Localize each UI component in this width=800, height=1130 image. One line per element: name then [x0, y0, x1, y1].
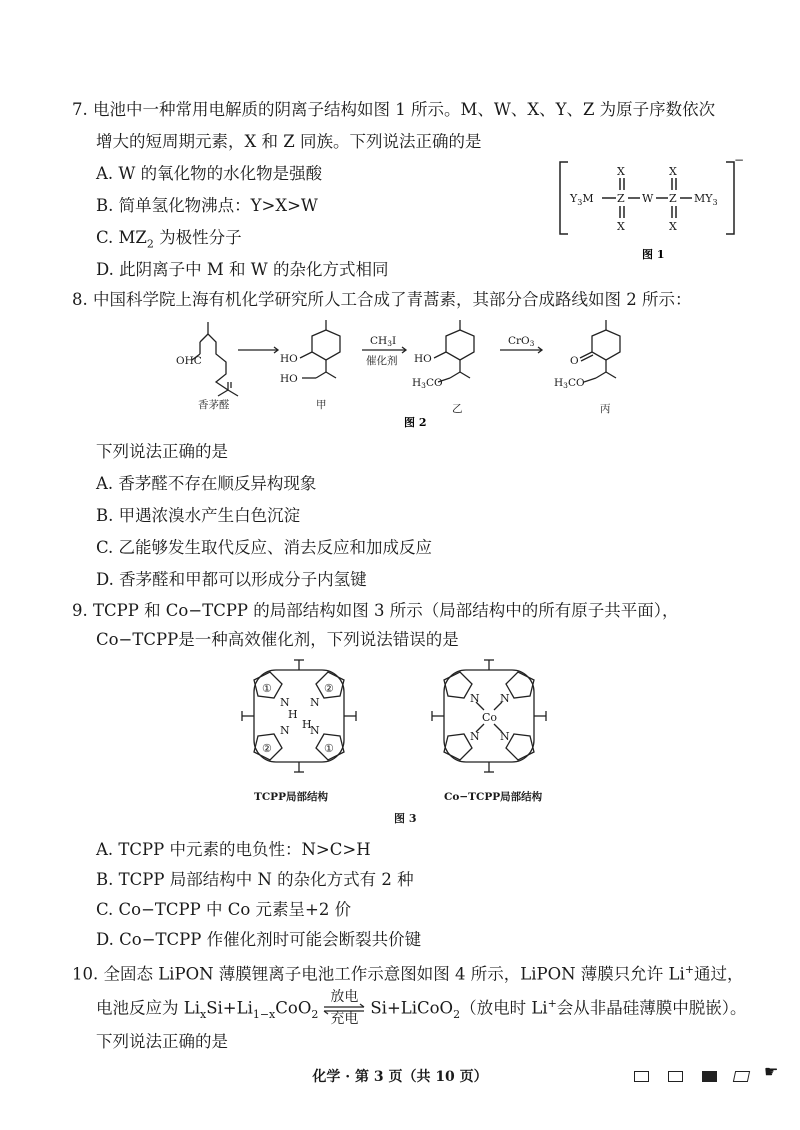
q9-option-d: D. Co−TCPP 作催化剂时可能会断裂共价键: [96, 930, 422, 949]
fig2-ohc-label: OHC: [176, 355, 202, 367]
q9-option-c: C. Co−TCPP 中 Co 元素呈+2 价: [96, 900, 352, 919]
fig2-name-bing: 丙: [600, 403, 611, 415]
figure-2-synthesis-route: [170, 312, 650, 430]
fig3-co-n1: N: [470, 692, 480, 705]
fig1-z-left: Z: [617, 192, 625, 205]
q9-line2: Co−TCPP是一种高效催化剂，下列说法错误的是: [96, 630, 459, 649]
fig2-jia-ho1: HO: [280, 353, 298, 365]
fig2-reagent-ch3i: CH3I: [370, 335, 397, 348]
footer-mark-4: [733, 1071, 750, 1082]
q7-line1: 7. 电池中一种常用电解质的阴离子结构如图 1 所示。M、W、X、Y、Z 为原子序数依次: [72, 100, 716, 119]
fig1-left-group: $Y_3M$: [570, 192, 594, 207]
footer-mark-3: [702, 1071, 717, 1082]
fig3-co-n4: N: [500, 730, 510, 743]
fig2-catalyst: 催化剂: [366, 355, 398, 367]
q9-option-b: B. TCPP 局部结构中 N 的杂化方式有 2 种: [96, 870, 414, 889]
fig3-tcpp-n4: N: [310, 724, 320, 737]
fig1-x1: X: [617, 165, 625, 178]
fig1-x2: X: [617, 220, 625, 233]
footer-mark-2: [668, 1071, 683, 1082]
q7-option-b: B. 简单氢化物沸点：Y>X>W: [96, 196, 318, 215]
footer-mark-1: [634, 1071, 649, 1082]
q8-option-a: A. 香茅醛不存在顺反异构现象: [96, 474, 317, 493]
q8-option-c: C. 乙能够发生取代反应、消去反应和加成反应: [96, 538, 433, 557]
fig2-reagent-cro3: CrO3: [508, 335, 535, 348]
fig2-jia-ho2: HO: [280, 373, 298, 385]
fig2-yi-h3co: H3CO: [412, 377, 443, 390]
fig3-ring2-top: ②: [324, 682, 334, 695]
q10-stem: 下列说法正确的是: [96, 1032, 228, 1051]
fig1-w: W: [642, 192, 654, 205]
fig3-co-center: Co: [482, 711, 498, 724]
fig2-name-jia: 甲: [316, 399, 327, 411]
fig3-ring2-bottom: ②: [262, 742, 272, 755]
fig3-tcpp-h1: H: [288, 708, 298, 721]
fig1-charge: −: [734, 153, 745, 167]
fig3-tcpp-h2: H: [302, 718, 312, 731]
q7-option-a: A. W 的氧化物的水化物是强酸: [96, 164, 323, 183]
fig1-right-group: $MY_3$: [694, 192, 718, 207]
q7-option-d: D. 此阴离子中 M 和 W 的杂化方式相同: [96, 260, 389, 279]
figure-2-caption: 图 2: [404, 416, 427, 429]
q8-line1: 8. 中国科学院上海有机化学研究所人工合成了青蒿素，其部分合成路线如图 2 所示：: [72, 290, 692, 309]
fig3-right-name: Co−TCPP局部结构: [444, 791, 543, 803]
q10-line1: 10. 全固态 LiPON 薄膜锂离子电池工作示意图如图 4 所示，LiPON 薄膜只允许 Li+通过，: [72, 963, 744, 984]
q9-option-a: A. TCPP 中元素的电负性：N>C>H: [96, 840, 371, 859]
fig2-bing-h3co: H3CO: [554, 377, 585, 390]
fig3-tcpp-n3: N: [280, 724, 290, 737]
fig1-z-right: Z: [669, 192, 677, 205]
fig2-bing-o: O: [570, 355, 579, 367]
fig3-co-n2: N: [500, 692, 510, 705]
figure-1-anion-structure: [556, 153, 745, 268]
page-footer: 化学 · 第 3 页（共 10 页）: [312, 1069, 488, 1085]
q8-option-d: D. 香茅醛和甲都可以形成分子内氢键: [96, 570, 367, 589]
q9-line1: 9. TCPP 和 Co−TCPP 的局部结构如图 3 所示（局部结构中的所有原子共平面），: [72, 601, 679, 620]
q10-line2: 电池反应为 $Li_xSi+Li_{1-x}CoO_2$ 放电 充电 Si+LiCoO$_2$（放电时 Li+会从非晶硅薄膜中脱嵌）。: [96, 989, 747, 1027]
fig2-yi-ho: HO: [414, 353, 432, 365]
fig3-tcpp-n1: N: [280, 696, 290, 709]
figure-3-caption: 图 3: [394, 812, 417, 825]
fig3-ring1-top: ①: [262, 682, 272, 695]
reaction-arrows: 放电 充电: [320, 992, 368, 1026]
fig3-ring1-bottom: ①: [324, 742, 334, 755]
figure-1-caption: 图 1: [642, 248, 665, 261]
fig2-name-yi: 乙: [452, 403, 463, 415]
fig3-tcpp-n2: N: [310, 696, 320, 709]
fig2-name-citronellal: 香茅醛: [198, 399, 230, 411]
pen-icon: ☛: [764, 1062, 779, 1081]
fig3-left-name: TCPP局部结构: [254, 791, 328, 803]
q7-line2: 增大的短周期元素，X 和 Z 同族。下列说法正确的是: [96, 132, 482, 151]
q7-option-c: C. $MZ_2$ 为极性分子: [96, 228, 242, 251]
q8-option-b: B. 甲遇浓溴水产生白色沉淀: [96, 506, 301, 525]
q8-stem: 下列说法正确的是: [96, 442, 228, 461]
fig1-x4: X: [669, 220, 677, 233]
fig3-co-n3: N: [470, 730, 480, 743]
fig1-x3: X: [669, 165, 677, 178]
figure-3-porphyrins: [232, 652, 572, 828]
